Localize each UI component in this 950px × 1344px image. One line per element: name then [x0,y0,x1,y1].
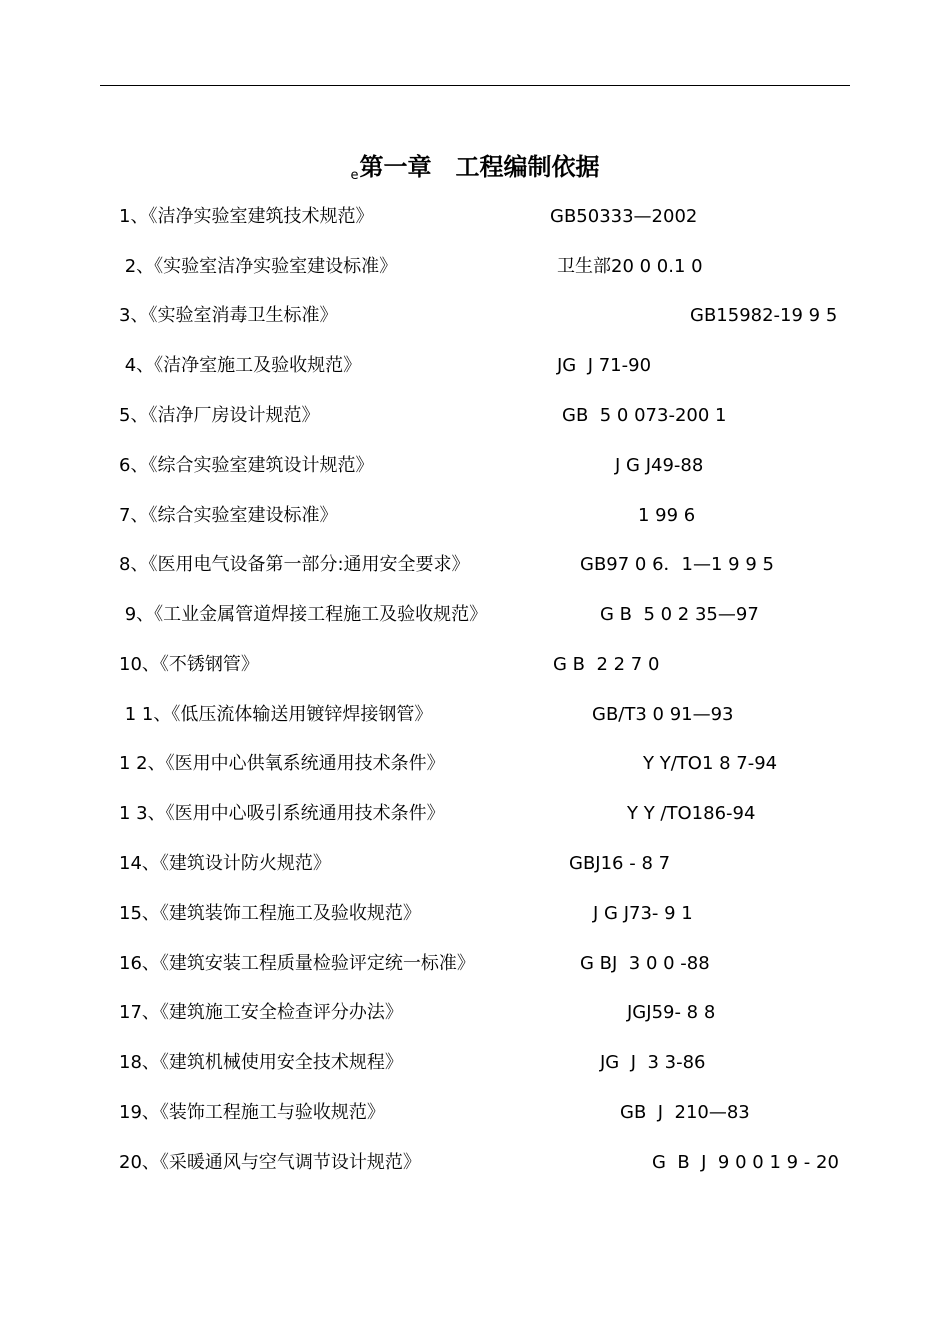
reference-code: 卫生部20 0 0.1 0 [557,256,703,277]
reference-name: 3、《实验室消毒卫生标准》 [119,305,338,326]
reference-item [0,452,950,480]
reference-item [0,1149,950,1177]
reference-item [0,999,950,1027]
reference-name: 1 2、《医用中心供氧系统通用技术条件》 [119,753,445,774]
reference-item [0,253,950,281]
reference-item [0,551,950,579]
reference-name: 8、《医用电气设备第一部分:通用安全要求》 [119,554,470,575]
reference-name: 17、《建筑施工安全检查评分办法》 [119,1002,403,1023]
reference-name: 7、《综合实验室建设标准》 [119,505,338,526]
reference-name: 16、《建筑安装工程质量检验评定统一标准》 [119,953,475,974]
reference-item [0,302,950,330]
reference-item [0,1049,950,1077]
reference-name: 14、《建筑设计防火规范》 [119,853,331,874]
chapter-title-text: 第一章 工程编制依据 [359,153,600,181]
reference-code: Y Y /TO186-94 [627,803,756,824]
reference-item [0,1099,950,1127]
reference-code: GB97 0 6．1—1 9 9 5 [580,554,774,575]
reference-item [0,701,950,729]
reference-item [0,203,950,231]
reference-item [0,402,950,430]
reference-name: 1 1、《低压流体输送用镀锌焊接钢管》 [119,704,433,725]
reference-item [0,850,950,878]
reference-name: 6、《综合实验室建筑设计规范》 [119,455,374,476]
reference-code: G B 2 2 7 0 [553,654,660,675]
title-mark: e [350,168,359,183]
reference-name: 15、《建筑装饰工程施工及验收规范》 [119,903,421,924]
reference-code: 1 99 6 [638,505,696,526]
reference-code: J G J73- 9 1 [593,903,693,924]
reference-code: G B J 9 0 0 1 9 - 20 [652,1152,839,1173]
reference-code: GB/T3 0 91—93 [592,704,734,725]
reference-code: G B 5 0 2 35—97 [600,604,759,625]
reference-name: 1 3、《医用中心吸引系统通用技术条件》 [119,803,445,824]
reference-code: GB15982-19 9 5 [690,305,838,326]
reference-item [0,651,950,679]
reference-name: 9、《工业金属管道焊接工程施工及验收规范》 [119,604,488,625]
reference-name: 19、《装饰工程施工与验收规范》 [119,1102,385,1123]
reference-code: JG J 3 3-86 [600,1052,706,1073]
reference-code: GB 5 0 073-200 1 [562,405,727,426]
reference-code: GB J 210—83 [620,1102,750,1123]
reference-item [0,950,950,978]
reference-item [0,601,950,629]
reference-name: 18、《建筑机械使用安全技术规程》 [119,1052,403,1073]
reference-name: 4、《洁净室施工及验收规范》 [119,355,362,376]
reference-name: 2、《实验室洁净实验室建设标准》 [119,256,398,277]
reference-name: 5、《洁净厂房设计规范》 [119,405,320,426]
reference-code: Y Y/TO1 8 7-94 [643,753,778,774]
reference-code: JG J 71-90 [557,355,652,376]
reference-code: J G J49-88 [615,455,704,476]
reference-code: JGJ59- 8 8 [627,1002,716,1023]
reference-item [0,502,950,530]
reference-name: 10、《不锈钢管》 [119,654,259,675]
reference-item [0,900,950,928]
reference-item [0,800,950,828]
reference-code: GBJ16 - 8 7 [569,853,671,874]
reference-name: 1、《洁净实验室建筑技术规范》 [119,206,374,227]
reference-code: G BJ 3 0 0 -88 [580,953,710,974]
reference-item [0,352,950,380]
reference-item [0,750,950,778]
reference-name: 20、《采暖通风与空气调节设计规范》 [119,1152,421,1173]
reference-code: GB50333—2002 [550,206,698,227]
